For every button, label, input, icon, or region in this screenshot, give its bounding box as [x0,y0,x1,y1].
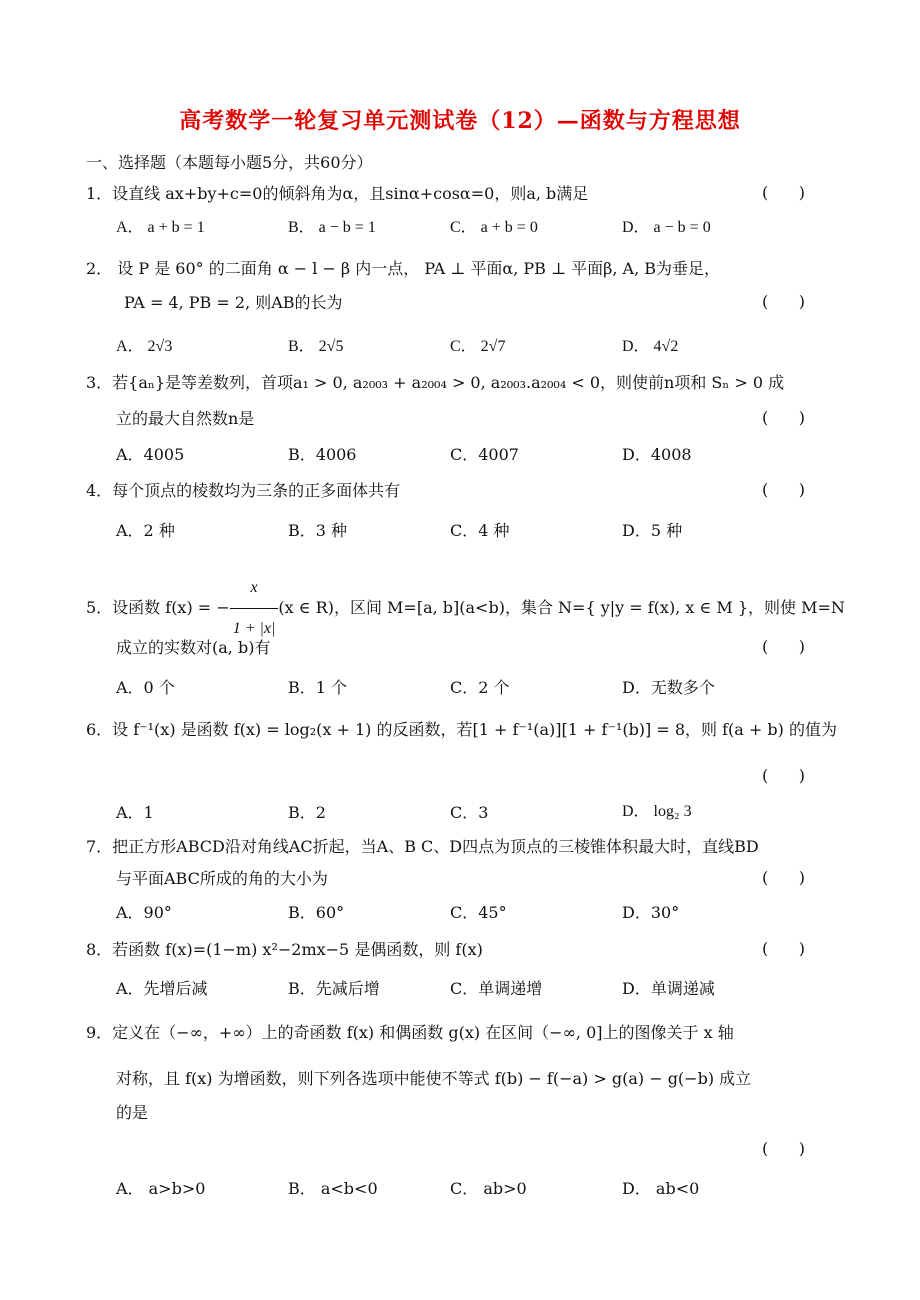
question-7-stem: 7．把正方形ABCD沿对角线AC折起，当A、B C、D四点为顶点的三棱锥体积最大时，直线BD [86,837,759,856]
question-9-stem-cont: 对称，且 f(x) 为增函数，则下列各选项中能使不等式 f(b) − f(−a) > g(a) − g(−b) 成立 [116,1069,752,1088]
q1-option-b: B． a − b = 1 [288,219,376,236]
answer-bracket-8: ( ) [762,939,805,958]
q3-option-d: D．4008 [622,445,692,464]
q9-option-b: B． a<b<0 [288,1179,378,1198]
answer-bracket-1: ( ) [762,183,805,202]
page-title: 高考数学一轮复习单元测试卷（12）—函数与方程思想 [179,108,741,134]
question-8-stem: 8．若函数 f(x)=(1−m) x²−2mx−5 是偶函数，则 f(x) [86,940,483,959]
question-3-stem-cont: 立的最大自然数n是 [116,409,255,428]
question-1-stem: 1．设直线 ax+by+c=0的倾斜角为α，且sinα+cosα=0，则a, b满足 [86,184,589,203]
q6-option-d: D． log₂ 3 [622,803,692,820]
answer-bracket-7: ( ) [762,868,805,887]
q6-option-a: A．1 [116,803,154,822]
question-7-stem-cont: 与平面ABC所成的角的大小为 [116,869,328,888]
q8-option-a: A．先增后减 [116,979,208,998]
q8-option-c: C．单调递增 [450,979,543,998]
answer-bracket-6: ( ) [762,766,805,785]
question-5-stem-cont: 成立的实数对(a, b)有 [116,638,271,657]
answer-bracket-2: ( ) [762,292,805,311]
q7-option-b: B．60° [288,903,345,922]
answer-bracket-5: ( ) [762,637,805,656]
q3-option-c: C．4007 [450,445,519,464]
q9-option-c: C． ab>0 [450,1179,527,1198]
q6-option-b: B．2 [288,803,326,822]
q6-option-c: C．3 [450,803,489,822]
question-9-stem-end: 的是 [116,1103,149,1122]
q2-option-b: B． 2√5 [288,338,344,355]
q2-option-d: D． 4√2 [622,338,679,355]
q3-option-a: A．4005 [116,445,185,464]
q5-suffix: (x ∈ R)，区间 M=[a, b](a<b)，集合 N={ y|y = f(x), x ∈ M }，则使 M=N [278,598,845,617]
q7-option-a: A．90° [116,903,172,922]
q5-fraction-numerator: x [230,568,279,609]
q3-option-b: B．4006 [288,445,357,464]
q5-option-a: A．0 个 [116,678,175,697]
q1-option-c: C． a + b = 0 [450,219,538,236]
question-3-stem: 3．若{aₙ}是等差数列，首项a₁ > 0, a₂₀₀₃ + a₂₀₀₄ > 0, a₂₀₀₃.a₂₀₀₄ < 0，则使前n项和 Sₙ > 0 成 [86,373,785,392]
q9-option-d: D． ab<0 [622,1179,700,1198]
q5-fraction-denominator: 1 + |x| [232,620,276,637]
q7-option-d: D．30° [622,903,680,922]
q1-option-d: D． a − b = 0 [622,219,711,236]
q9-option-a: A． a>b>0 [116,1179,206,1198]
question-4-stem: 4．每个顶点的棱数均为三条的正多面体共有 [86,481,401,500]
q5-option-d: D．无数多个 [622,678,715,697]
section-heading: 一、选择题（本题每小题5分，共60分） [86,153,373,172]
q2-option-a: A． 2√3 [116,338,173,355]
question-2-stem: 2． 设 P 是 60° 的二面角 α − l − β 内一点， PA ⊥ 平面α, PB ⊥ 平面β, A, B为垂足， [86,259,721,278]
q2-option-c: C． 2√7 [450,338,506,355]
q5-option-b: B．1 个 [288,678,348,697]
q4-option-c: C．4 种 [450,521,510,540]
answer-bracket-3: ( ) [762,408,805,427]
answer-bracket-4: ( ) [762,480,805,499]
q4-option-b: B．3 种 [288,521,348,540]
q7-option-c: C．45° [450,903,507,922]
q5-option-c: C．2 个 [450,678,510,697]
question-6-stem: 6．设 f⁻¹(x) 是函数 f(x) = log₂(x + 1) 的反函数，若[1 + f⁻¹(a)][1 + f⁻¹(b)] = 8，则 f(a + b) 的值为 [86,720,837,739]
q4-option-d: D．5 种 [622,521,683,540]
answer-bracket-9: ( ) [762,1139,805,1158]
q8-option-b: B．先减后增 [288,979,380,998]
question-2-stem-cont: PA = 4, PB = 2, 则AB的长为 [124,293,343,312]
q8-option-d: D．单调递减 [622,979,715,998]
q4-option-a: A．2 种 [116,521,175,540]
question-9-stem: 9．定义在（−∞，+∞）上的奇函数 f(x) 和偶函数 g(x) 在区间（−∞, 0]上的图像关于 x 轴 [86,1023,734,1042]
q5-prefix: 5．设函数 f(x) = − [86,598,230,617]
q1-option-a: A． a + b = 1 [116,219,205,236]
